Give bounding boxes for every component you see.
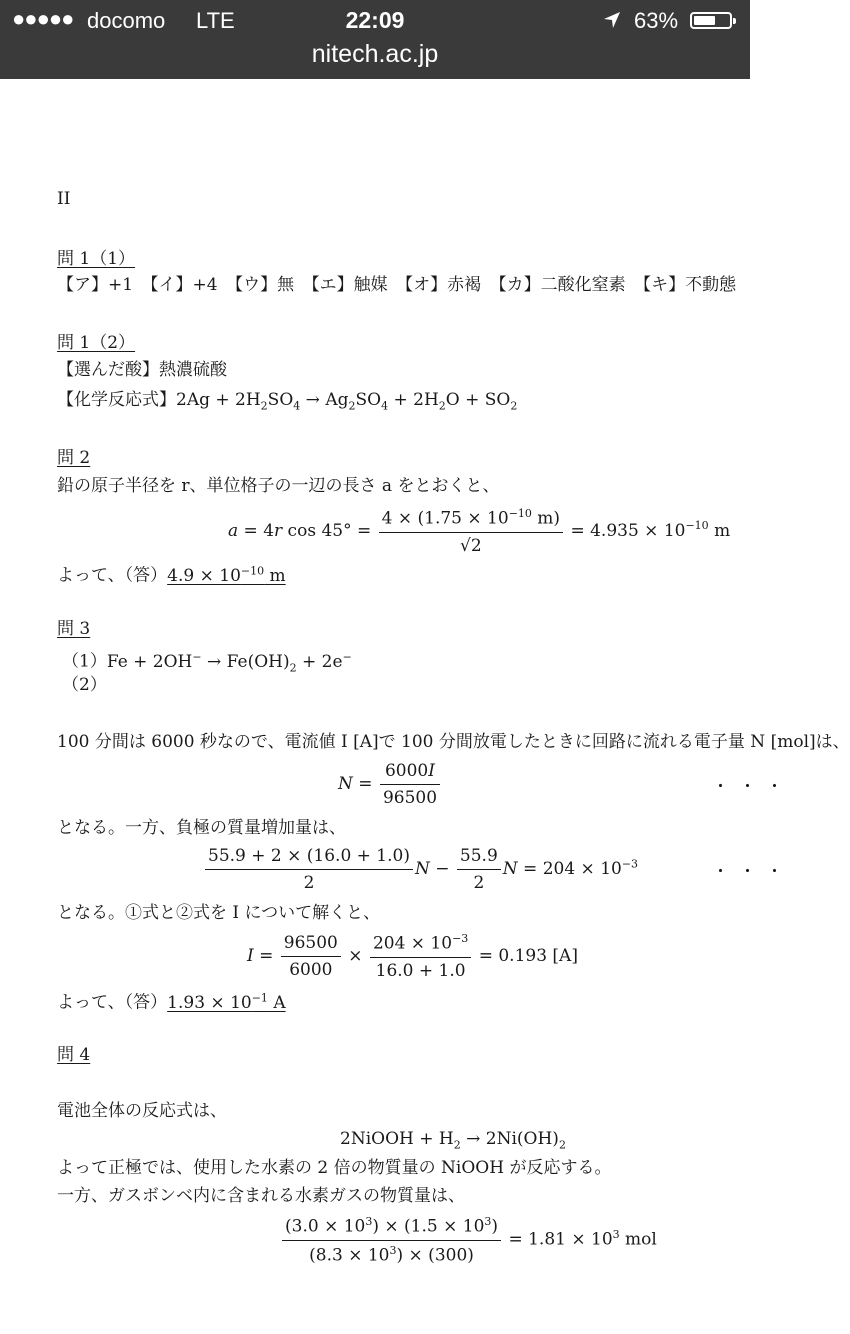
- q4-text1: 電池全体の反応式は、: [57, 1101, 227, 1121]
- battery-percent: 63%: [634, 8, 679, 33]
- q1-2-equation: $2Ag + 2H_2SO_4 \to Ag_2SO_4 + 2H_2O + SO_2$: [176, 390, 518, 413]
- q1-1-answers: 【ア】+1 【イ】+4 【ウ】無 【エ】触媒 【オ】赤褐 【カ】二酸化窒素 【キ】不動態: [57, 275, 737, 295]
- carrier-name: docomo: [87, 8, 166, 33]
- q1-1-heading: 問 1（1）: [57, 249, 136, 269]
- q3-answer-value: $1.93 \times 10^{-1}$ A: [167, 991, 286, 1013]
- q4-heading: 問 4: [57, 1045, 91, 1065]
- q3-text2: となる。一方、負極の質量増加量は、: [57, 818, 346, 838]
- q3-text1: 100 分間は 6000 秒なので、電流値 I [A]で 100 分間放電したときに回路に流れる電子量 N [mol]は、: [57, 732, 850, 752]
- q3-eq1-dots: ・・・: [712, 777, 793, 797]
- q3-part1-equation: $Fe + 2OH^- \to Fe(OH)_2 + 2e^-$: [106, 650, 352, 675]
- q3-formula-mass: $\frac{55.9 + 2 \times (16.0 + 1.0)}{2}$ N − $\frac{55.9}{2}$ $N = 204 \times 10^{-3}$: [203, 846, 638, 893]
- network-type: LTE: [196, 8, 235, 33]
- q2-intro: 鉛の原子半径を r、単位格子の一辺の長さ a をとおくと、: [57, 476, 500, 496]
- q3-eq2-dots: ・・・: [712, 862, 793, 882]
- q3-part1-label: （1）: [62, 651, 107, 672]
- ios-status-and-address-bar: [0, 0, 750, 79]
- q2-answer-prefix: よって、（答）: [57, 565, 168, 586]
- q3-part2-label: （2）: [62, 675, 107, 695]
- q1-2-reaction: [57, 390, 517, 416]
- location-arrow-icon: [602, 10, 622, 30]
- q2-formula: a = 4r cos 45° = $\frac{4 \times (1.75 \times 10^{-10} m)}{√2}$ = $4.935 \times 10^{-10}$ m: [228, 507, 731, 556]
- battery-level-fill: [694, 16, 715, 25]
- q3-text3: となる。①式と②式を I について解くと、: [57, 903, 381, 923]
- q2-answer: [57, 561, 286, 586]
- address-bar-url[interactable]: nitech.ac.jp: [311, 40, 439, 68]
- q1-2-acid: 【選んだ酸】熱濃硫酸: [57, 360, 227, 380]
- section-numeral: II: [57, 189, 71, 209]
- battery-nub: [733, 18, 736, 24]
- q4-reaction: 2NiOOH + $H_2 \to 2Ni(OH)_2$: [340, 1129, 566, 1152]
- q3-heading: 問 3: [57, 619, 91, 639]
- q2-heading: 問 2: [57, 448, 91, 468]
- q4-text2: よって正極では、使用した水素の 2 倍の物質量の NiOOH が反応する。: [57, 1158, 612, 1178]
- battery-icon: [690, 12, 732, 29]
- status-bar: [0, 6, 750, 38]
- signal-strength-icon: ●●●●●: [12, 6, 74, 31]
- q3-answer: [57, 988, 286, 1013]
- clock: 22:09: [345, 7, 405, 33]
- document-page[interactable]: [0, 79, 850, 1334]
- q1-2-reaction-label: 【化学反応式】: [57, 390, 176, 410]
- q3-formula-n: N = $\frac{6000I}{96500}$: [338, 761, 442, 808]
- q3-formula-i: I = $\frac{96500}{6000}$ × $\frac{204 \times 10^{-3}}{16.0 + 1.0}$ = 0.193 [A]: [247, 932, 578, 981]
- q3-part1: [62, 647, 352, 678]
- q4-formula: $\frac{(3.0 \times 10^3) \times (1.5 \times 10^3)}{(8.3 \times 10^3) \times (300)}$ = $1.81 \times 10^3$ mol: [280, 1215, 657, 1265]
- q2-answer-value: $4.9 \times 10^{-10}$ m: [167, 564, 286, 586]
- q3-answer-prefix: よって、（答）: [57, 992, 168, 1013]
- q4-text3: 一方、ガスボンベ内に含まれる水素ガスの物質量は、: [57, 1186, 465, 1206]
- q1-2-heading: 問 1（2）: [57, 333, 136, 353]
